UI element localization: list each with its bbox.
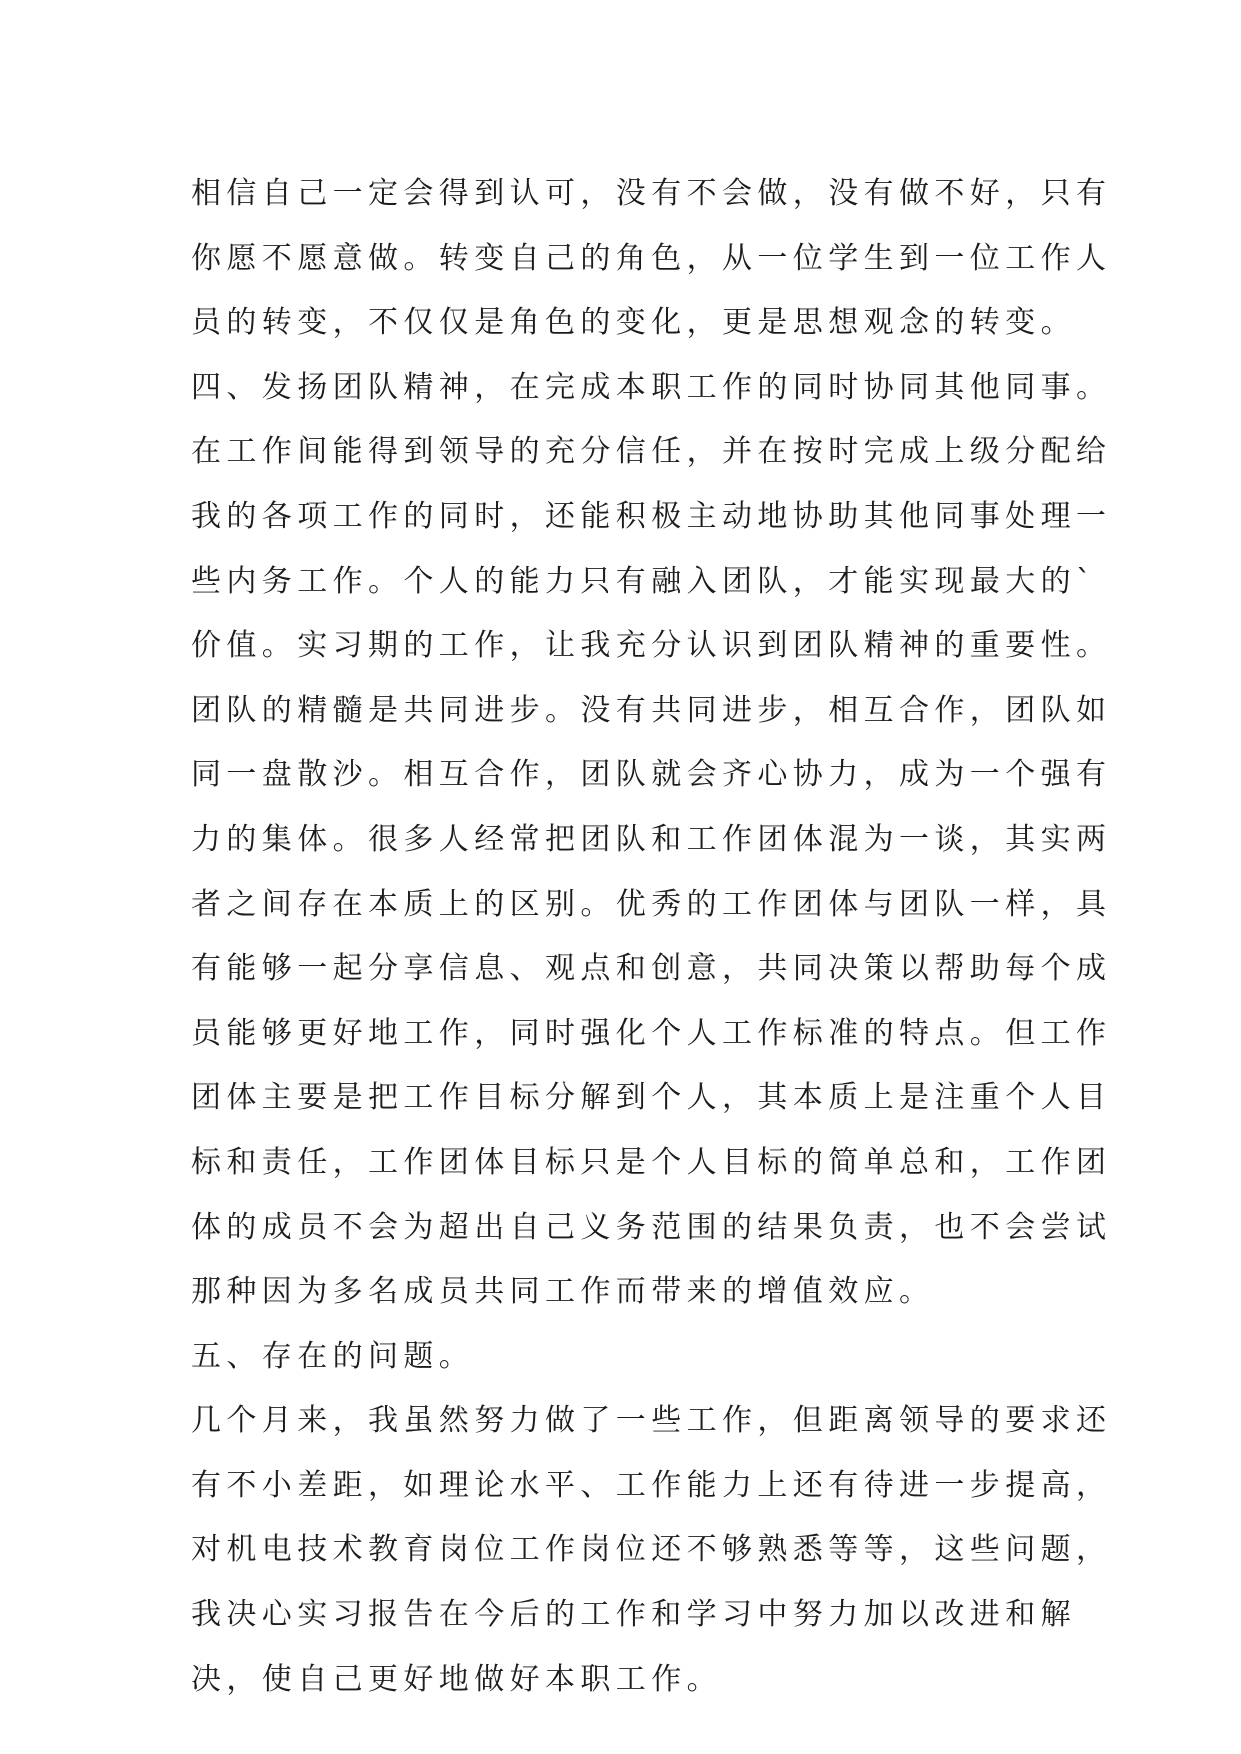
text-line: 力的集体。很多人经常把团队和工作团体混为一谈，其实两 — [191, 821, 1112, 857]
text-line: 团体主要是把工作目标分解到个人，其本质上是注重个人目 — [191, 1080, 1112, 1116]
text-line: 有能够一起分享信息、观点和创意，共同决策以帮助每个成 — [191, 951, 1112, 987]
text-line: 你愿不愿意做。转变自己的角色，从一位学生到一位工作人 — [191, 240, 1112, 276]
text-line: 价值。实习期的工作，让我充分认识到团队精神的重要性。 — [191, 628, 1112, 664]
text-line: 些内务工作。个人的能力只有融入团队，才能实现最大的` — [191, 563, 1097, 599]
text-line: 在工作间能得到领导的充分信任，并在按时完成上级分配给 — [191, 434, 1112, 470]
text-line: 团队的精髓是共同进步。没有共同进步，相互合作，团队如 — [191, 692, 1112, 728]
text-line: 有不小差距，如理论水平、工作能力上还有待进一步提高， — [191, 1467, 1112, 1503]
section-heading-5: 五、存在的问题。 — [191, 1338, 475, 1374]
text-line: 几个月来，我虽然努力做了一些工作，但距离领导的要求还 — [191, 1403, 1112, 1439]
text-line: 决，使自己更好地做好本职工作。 — [191, 1661, 722, 1697]
document-body — [191, 162, 1112, 1712]
text-line: 我决心实习报告在今后的工作和学习中努力加以改进和解 — [191, 1597, 1076, 1633]
text-line: 同一盘散沙。相互合作，团队就会齐心协力，成为一个强有 — [191, 757, 1112, 793]
text-line: 体的成员不会为超出自己义务范围的结果负责，也不会尝试 — [191, 1209, 1112, 1245]
text-line: 员的转变，不仅仅是角色的变化，更是思想观念的转变。 — [191, 305, 1076, 341]
text-line: 那种因为多名成员共同工作而带来的增值效应。 — [191, 1274, 935, 1310]
text-line: 相信自己一定会得到认可，没有不会做，没有做不好，只有 — [191, 176, 1112, 211]
text-line: 者之间存在本质上的区别。优秀的工作团体与团队一样，具 — [191, 886, 1112, 922]
text-line: 员能够更好地工作，同时强化个人工作标准的特点。但工作 — [191, 1015, 1112, 1051]
section-heading-4: 四、发扬团队精神，在完成本职工作的同时协同其他同事。 — [191, 369, 1112, 405]
text-line: 标和责任，工作团体目标只是个人目标的简单总和，工作团 — [191, 1144, 1112, 1180]
text-line: 对机电技术教育岗位工作岗位还不够熟悉等等，这些问题， — [191, 1532, 1112, 1568]
text-line: 我的各项工作的同时，还能积极主动地协助其他同事处理一 — [191, 498, 1112, 534]
